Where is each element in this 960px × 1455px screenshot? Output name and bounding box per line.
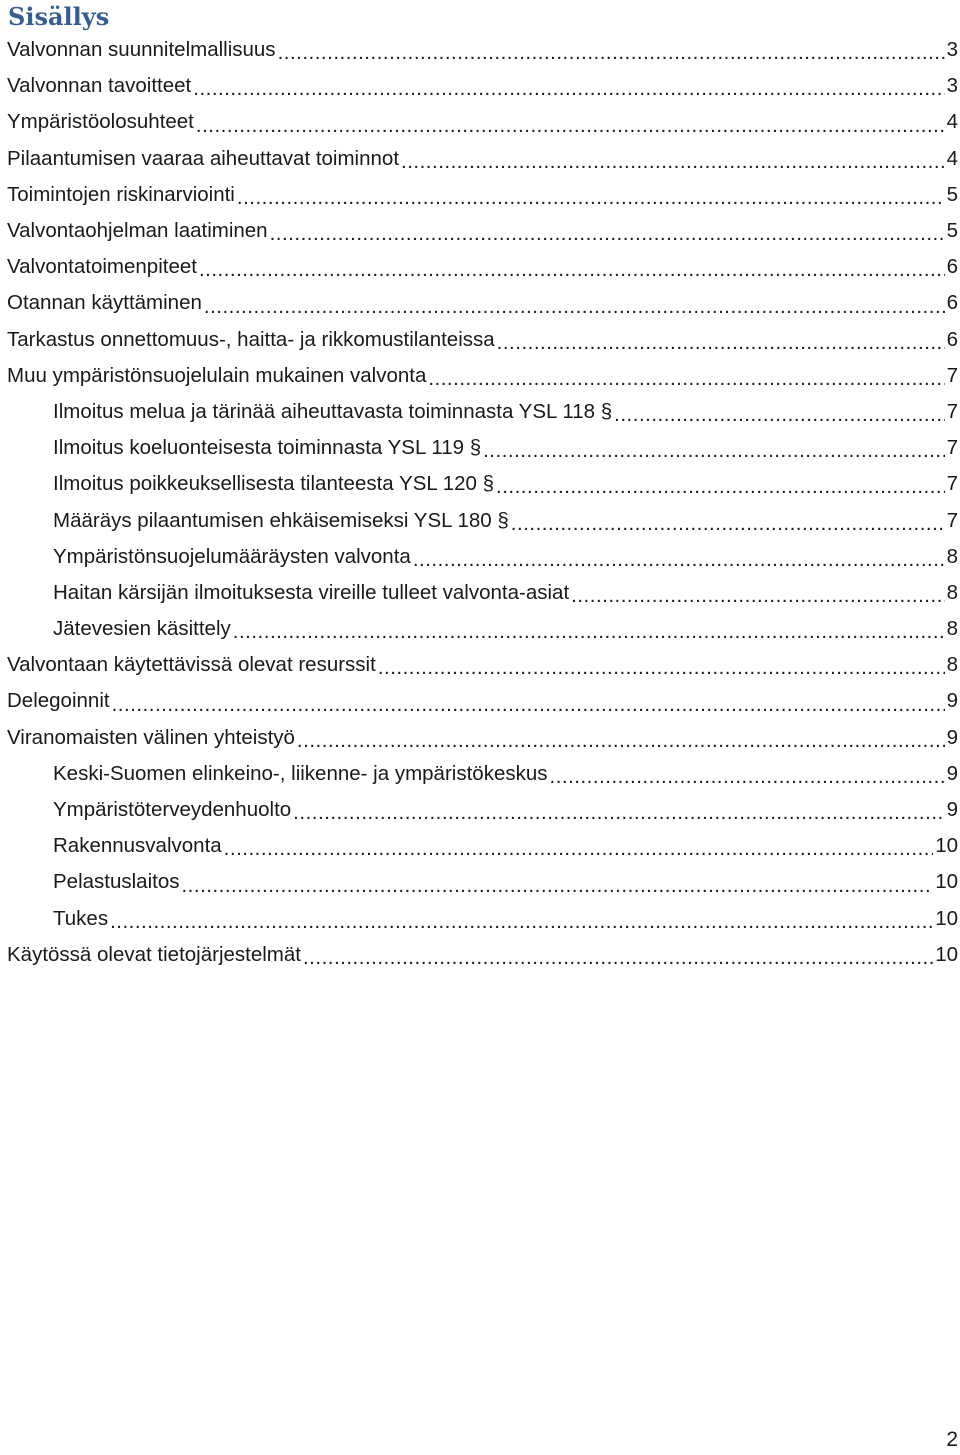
toc-entry-page-number: 8	[946, 617, 958, 641]
toc-entry-title: Valvontaan käytettävissä olevat resurssit	[7, 653, 376, 677]
toc-entry[interactable]	[0, 683, 960, 719]
toc-entry-page-number: 10	[935, 870, 958, 894]
toc-entry[interactable]	[0, 864, 960, 900]
toc-entry[interactable]	[0, 539, 960, 575]
toc-entry[interactable]	[0, 720, 960, 756]
toc-entry[interactable]	[0, 901, 960, 937]
toc-entry[interactable]	[0, 177, 960, 213]
toc-entry[interactable]	[0, 611, 960, 647]
toc-entry-title: Keski-Suomen elinkeino-, liikenne- ja ympäristökeskus	[53, 761, 548, 785]
toc-entry[interactable]	[0, 322, 960, 358]
dot-leader	[204, 292, 945, 322]
toc-entry-page-number: 7	[946, 436, 958, 460]
toc-entry-page-number: 4	[946, 110, 958, 134]
toc-entry-title: Viranomaisten välinen yhteistyö	[7, 725, 295, 749]
toc-entry[interactable]	[0, 466, 960, 502]
toc-entry[interactable]	[0, 575, 960, 611]
dot-leader	[233, 617, 945, 647]
toc-entry-title: Määräys pilaantumisen ehkäisemiseksi YSL 180 §	[53, 508, 509, 532]
toc-entry[interactable]	[0, 647, 960, 683]
dot-leader	[511, 509, 945, 539]
toc-entry[interactable]	[0, 792, 960, 828]
toc-entry[interactable]	[0, 430, 960, 466]
dot-leader	[293, 798, 944, 828]
toc-entry-title: Ympäristöterveydenhuolto	[53, 798, 292, 822]
toc-entry[interactable]	[0, 104, 960, 140]
dot-leader	[112, 690, 945, 720]
toc-entry-title: Otannan käyttäminen	[7, 291, 202, 315]
toc-entry-title: Delegoinnit	[7, 689, 110, 713]
toc-entry-page-number: 8	[946, 544, 958, 568]
toc-entry-page-number: 8	[946, 580, 958, 604]
dot-leader	[270, 219, 945, 249]
dot-leader	[181, 871, 933, 901]
toc-entry-title: Valvontatoimenpiteet	[7, 255, 197, 279]
dot-leader	[401, 147, 945, 177]
toc-entry-page-number: 7	[946, 363, 958, 387]
toc-entry-page-number: 10	[935, 906, 958, 930]
dot-leader	[297, 726, 945, 756]
dot-leader	[196, 111, 945, 141]
dot-leader	[193, 74, 944, 104]
toc-entry[interactable]	[0, 141, 960, 177]
dot-leader	[303, 943, 933, 973]
toc-entry-title: Ilmoitus melua ja tärinää aiheuttavasta toiminnasta YSL 118 §	[53, 399, 613, 423]
toc-entry-page-number: 5	[946, 219, 958, 243]
toc-entry-title: Käytössä olevat tietojärjestelmät	[7, 942, 301, 966]
dot-leader	[550, 762, 945, 792]
dot-leader	[497, 328, 945, 358]
toc-entry[interactable]	[0, 937, 960, 973]
toc-entry-page-number: 3	[946, 74, 958, 98]
toc-entry[interactable]	[0, 756, 960, 792]
toc-entry-title: Tarkastus onnettomuus-, haitta- ja rikkomustilanteissa	[7, 327, 495, 351]
dot-leader	[378, 653, 945, 683]
toc-entry-page-number: 10	[935, 834, 958, 858]
toc-entry[interactable]	[0, 285, 960, 321]
toc-entry-page-number: 7	[946, 399, 958, 423]
toc-entry-title: Tukes	[53, 906, 109, 930]
toc-entry-page-number: 5	[946, 182, 958, 206]
toc-entry-title: Ympäristöolosuhteet	[7, 110, 194, 134]
toc-entry-title: Ilmoitus poikkeuksellisesta tilanteesta YSL 120 §	[53, 472, 495, 496]
toc-entry[interactable]	[0, 68, 960, 104]
toc-entry-title: Pelastuslaitos	[53, 870, 180, 894]
dot-leader	[614, 400, 944, 430]
toc-entry-page-number: 6	[946, 327, 958, 351]
toc-entry-page-number: 9	[946, 798, 958, 822]
dot-leader	[237, 183, 945, 213]
toc-entry[interactable]	[0, 32, 960, 68]
dot-leader	[278, 38, 945, 68]
toc-entry-title: Valvonnan suunnitelmallisuus	[7, 38, 276, 62]
dot-leader	[483, 436, 944, 466]
toc-list	[0, 32, 960, 973]
toc-entry-title: Ilmoitus koeluonteisesta toiminnasta YSL 119 §	[53, 436, 482, 460]
dot-leader	[428, 364, 944, 394]
toc-entry-page-number: 4	[946, 146, 958, 170]
toc-entry[interactable]	[0, 249, 960, 285]
page-number: 2	[946, 1428, 958, 1451]
toc-entry-page-number: 7	[946, 508, 958, 532]
dot-leader	[413, 545, 945, 575]
toc-entry-page-number: 6	[946, 291, 958, 315]
toc-entry-title: Muu ympäristönsuojelulain mukainen valvonta	[7, 363, 427, 387]
toc-entry-title: Valvontaohjelman laatiminen	[7, 219, 268, 243]
dot-leader	[496, 472, 945, 502]
toc-entry[interactable]	[0, 213, 960, 249]
dot-leader	[224, 834, 934, 864]
toc-entry-page-number: 8	[946, 653, 958, 677]
toc-entry-page-number: 10	[935, 942, 958, 966]
toc-entry-title: Valvonnan tavoitteet	[7, 74, 192, 98]
toc-entry-title: Rakennusvalvonta	[53, 834, 222, 858]
toc-entry[interactable]	[0, 828, 960, 864]
toc-entry[interactable]	[0, 358, 960, 394]
toc-entry-page-number: 9	[946, 761, 958, 785]
toc-entry-page-number: 3	[946, 38, 958, 62]
toc-entry-title: Ympäristönsuojelumääräysten valvonta	[53, 544, 411, 568]
dot-leader	[571, 581, 944, 611]
toc-entry-page-number: 7	[946, 472, 958, 496]
toc-entry-page-number: 9	[946, 725, 958, 749]
toc-entry[interactable]	[0, 502, 960, 538]
toc-entry-title: Toimintojen riskinarviointi	[7, 182, 235, 206]
toc-entry-title: Jätevesien käsittely	[53, 617, 231, 641]
toc-title: Sisällys	[8, 2, 110, 31]
toc-entry-page-number: 9	[946, 689, 958, 713]
toc-entry-page-number: 6	[946, 255, 958, 279]
dot-leader	[110, 907, 933, 937]
toc-entry-title: Pilaantumisen vaaraa aiheuttavat toiminnot	[7, 146, 400, 170]
toc-entry-title: Haitan kärsijän ilmoituksesta vireille tulleet valvonta-asiat	[53, 580, 570, 604]
toc-entry[interactable]	[0, 394, 960, 430]
dot-leader	[199, 255, 945, 285]
